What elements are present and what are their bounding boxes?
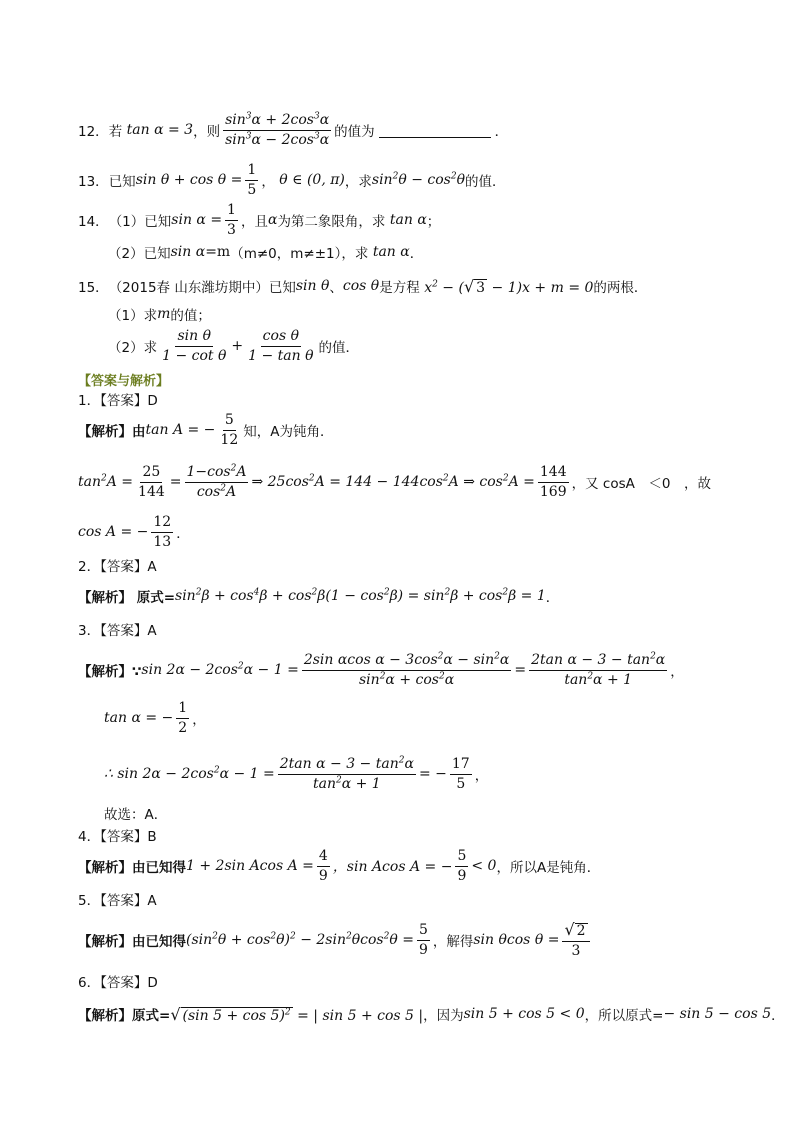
text: （2）求 bbox=[108, 340, 158, 356]
question-number: 13． bbox=[78, 174, 109, 190]
text: ， bbox=[261, 174, 275, 190]
explanation-4: 【解析】由已知得 1 + 2sin Acos A = $\frac{4}{9}$ ，sin Acos A = − $\frac{5}{9}$ < 0 ，所以A是钝角． bbox=[78, 847, 601, 884]
text: 的值． bbox=[465, 174, 506, 190]
answer-label: 5．【答案】A bbox=[78, 893, 157, 909]
text: ． bbox=[771, 1008, 785, 1024]
text: ． bbox=[494, 124, 509, 140]
answer-label: 3．【答案】A bbox=[78, 623, 157, 639]
text: （2015春 山东潍坊期中）已知 bbox=[108, 280, 296, 296]
fraction: $\frac{25}{144}$ bbox=[138, 463, 165, 500]
text: 【解析】由 bbox=[78, 424, 146, 440]
text: （2）已知 bbox=[108, 246, 171, 262]
text: 【解析】由已知得 bbox=[78, 860, 186, 876]
question-14-part-1: 14． （1）已知 sin α = $\frac{1}{3}$ ，且 α 为第二象限角，求 tan α ； bbox=[78, 201, 441, 238]
text: ，因为 bbox=[423, 1008, 464, 1024]
text: 、 bbox=[329, 280, 343, 296]
answer-label: 6．【答案】D bbox=[78, 975, 158, 991]
answer-blank bbox=[379, 123, 491, 138]
question-number: 15． bbox=[78, 280, 109, 296]
question-14-part-2: （2）已知 sin α =m （m≠0，m≠±1），求 tan α ． bbox=[108, 244, 424, 262]
text: 是方程 bbox=[379, 280, 420, 296]
answer-4 bbox=[78, 826, 157, 844]
answer-1 bbox=[78, 390, 158, 408]
text: 故选：A． bbox=[104, 807, 168, 823]
text: ． bbox=[176, 526, 190, 542]
fraction: $\frac{12}{13}$ bbox=[153, 513, 172, 550]
text: ，解得 bbox=[432, 934, 474, 950]
answer-5 bbox=[78, 890, 157, 908]
fraction: $\frac{4}{9}$ bbox=[318, 847, 328, 884]
text: 【解析】由已知得 bbox=[78, 934, 186, 950]
fraction: $\frac{5}{9}$ bbox=[418, 921, 428, 958]
fraction: $\frac{17}{5}$ bbox=[451, 755, 470, 792]
question-number: 12． bbox=[78, 124, 109, 140]
text: ，求 bbox=[344, 174, 372, 190]
text: （1）已知 bbox=[108, 214, 172, 230]
text: （1）求 bbox=[108, 308, 158, 324]
answer-6 bbox=[78, 972, 158, 990]
text: 已知 bbox=[108, 174, 136, 190]
fraction: $\frac{1-\cos^2A}{\cos^2A}$ bbox=[186, 463, 247, 500]
explanation-3-choice bbox=[104, 804, 167, 822]
text: ； bbox=[426, 214, 441, 230]
fraction: $\frac{144}{169}$ bbox=[539, 463, 567, 500]
text: 知，A为钝角． bbox=[243, 424, 334, 440]
text: 【解析】原式= bbox=[78, 1008, 171, 1024]
fraction: $\frac{\text{sin θ}}{\text{1 − cot θ}}$ bbox=[162, 327, 227, 364]
text: ，且 bbox=[240, 214, 268, 230]
text: 的值； bbox=[170, 308, 211, 324]
explanation-5: 【解析】由已知得 $(\sin^2\theta + \cos^2\theta)^2 - 2\sin^2\theta\cos^2\theta$ = $\frac{5}{9}$ ，解得 sin θcos θ = √ 2 3 bbox=[78, 918, 593, 962]
explanation-3-line-2: tan α = − $\frac{1}{2}$ ， bbox=[104, 699, 206, 736]
explanation-1-line-1: 【解析】由 tan A = − $\frac{5}{12}$ 知，A为钝角． bbox=[78, 411, 334, 448]
question-number: 14． bbox=[78, 214, 109, 230]
answer-2 bbox=[78, 556, 157, 574]
answer-label: 4．【答案】B bbox=[78, 829, 157, 845]
question-15-part-1: （1）求 m 的值； bbox=[108, 306, 211, 324]
explanation-1-line-3: cos A = − $\frac{12}{13}$ ． bbox=[78, 513, 190, 550]
text: 为第二象限角，求 bbox=[277, 214, 386, 230]
fraction: $\frac{\text{cos θ}}{\text{1 − tan θ}}$ bbox=[248, 327, 314, 364]
answer-section-header bbox=[78, 370, 169, 388]
text: 的值为 bbox=[334, 124, 375, 140]
text: 【解析】 原式= bbox=[78, 590, 176, 606]
question-15-part-2: （2）求 $\frac{\text{sin θ}}{\text{1 − cot θ}}$ + $\frac{\text{cos θ}}{\text{1 − tan θ}}$ 的值． bbox=[108, 327, 360, 364]
text: 若 bbox=[108, 124, 123, 140]
fraction: √ 2 3 bbox=[562, 922, 589, 958]
text: ． bbox=[545, 590, 560, 606]
explanation-3-line-1: 【解析】∵ $\sin 2\alpha - 2\cos^2\alpha - 1$ = $\frac{2\sin \alpha\cos \alpha - 3\cos^2\alpha - \sin^2\alpha}{\sin^2\alpha + \cos^2\alpha}$ = $\frac{2\tan \alpha - 3 - \tan^2\alpha}{\tan^2\alpha + 1}$ ， bbox=[78, 651, 684, 688]
question-15: 15． （2015春 山东潍坊期中）已知 sin θ 、 cos θ 是方程 $x^2$ − ( √ 3 − 1)x + m = 0 的两根． bbox=[78, 276, 648, 296]
text: 的值． bbox=[318, 340, 360, 356]
text: （m≠0，m≠±1），求 bbox=[230, 246, 369, 262]
question-13: 13． 已知 sin θ + cos θ = $\frac{1}{5}$ ， θ ∈ (0, π) ，求 $\sin^2\theta - \cos^2\theta$ 的值． bbox=[78, 161, 506, 198]
text: ，又 cosA ＜0 ，故 bbox=[571, 476, 711, 492]
fraction: $\frac{2\sin \alpha\cos \alpha - 3\cos^2\alpha - \sin^2\alpha}{\sin^2\alpha + \cos^2\alpha}$ bbox=[303, 651, 510, 688]
answer-label: 2．【答案】A bbox=[78, 559, 157, 575]
explanation-3-line-3: ∴ $\sin 2\alpha - 2\cos^2\alpha - 1$ = $\frac{2\tan \alpha - 3 - \tan^2\alpha}{\tan^2\alpha + 1}$ = − $\frac{17}{5}$ ， bbox=[104, 755, 489, 792]
section-title: 【答案与解析】 bbox=[78, 373, 170, 389]
fraction: $\frac{1}{5}$ bbox=[247, 161, 257, 198]
fraction: $\frac{5}{9}$ bbox=[457, 847, 467, 884]
question-12: 12． 若 tan α = 3 ，则 $\frac{\sin^3\alpha + 2\cos^3\alpha}{\sin^3\alpha - 2\cos^3\alpha}$ 的值为 ． bbox=[78, 111, 509, 148]
fraction: $\frac{\sin^3\alpha + 2\cos^3\alpha}{\sin^3\alpha - 2\cos^3\alpha}$ bbox=[225, 111, 330, 148]
text: ． bbox=[409, 246, 424, 262]
explanation-2: 【解析】 原式= $\sin^2\beta + \cos^4\beta + \cos^2\beta(1 - \cos^2\beta) = \sin^2\beta + \cos^2\beta = 1$ ． bbox=[78, 587, 560, 606]
text: 【解析】∵ bbox=[78, 664, 142, 680]
explanation-6: 【解析】原式= √ (sin 5 + cos 5)$^2$ = | sin 5 + cos 5 | ，因为 sin 5 + cos 5 < 0 ，所以原式= − sin 5 − cos 5 ． bbox=[78, 1004, 785, 1024]
text: 的两根． bbox=[593, 280, 648, 296]
text: ，所以原式= bbox=[584, 1008, 664, 1024]
answer-3 bbox=[78, 620, 157, 638]
fraction: $\frac{5}{12}$ bbox=[220, 411, 239, 448]
explanation-1-line-2: $\tan^2A$ = $\frac{25}{144}$ = $\frac{1-\cos^2A}{\cos^2A}$ ⇒ $25\cos^2A = 144 - 144\cos^2A$ ⇒ $\cos^2A$ = $\frac{144}{169}$ ，又 cosA ＜0 ，故 bbox=[78, 463, 711, 500]
answer-label: 1．【答案】D bbox=[78, 393, 158, 409]
text: ，所以A是钝角． bbox=[496, 860, 601, 876]
fraction: $\frac{2\tan \alpha - 3 - \tan^2\alpha}{\tan^2\alpha + 1}$ bbox=[531, 651, 666, 688]
fraction: $\frac{2\tan \alpha - 3 - \tan^2\alpha}{\tan^2\alpha + 1}$ bbox=[279, 755, 414, 792]
fraction: $\frac{1}{2}$ bbox=[178, 699, 188, 736]
fraction: $\frac{1}{3}$ bbox=[227, 201, 236, 238]
